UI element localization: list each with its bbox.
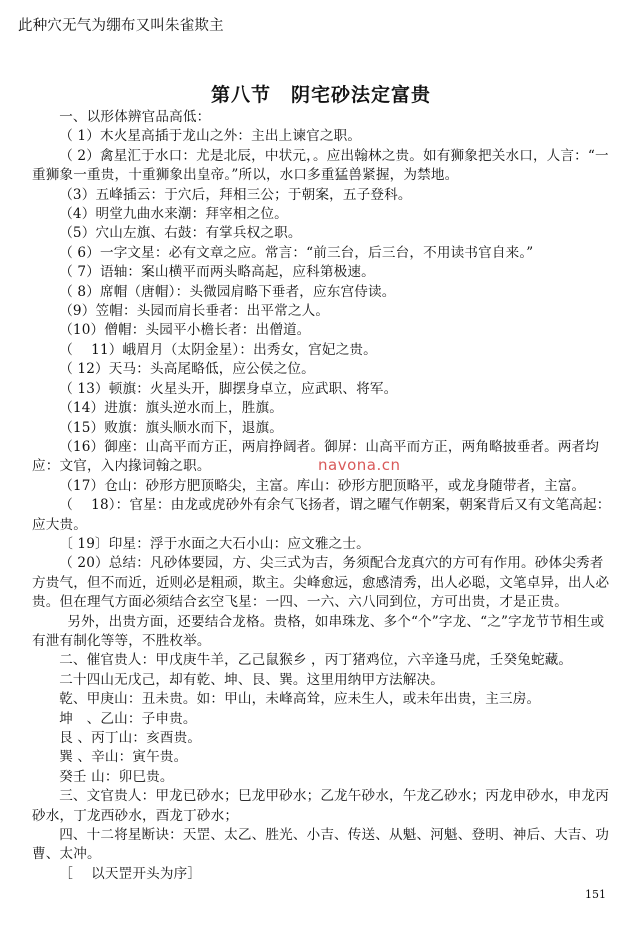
section-title: 第八节 阴宅砂法定富贵 <box>210 84 431 106</box>
paragraph: 艮 、丙丁山：亥酉贵。 <box>59 730 202 746</box>
paragraph: （14）进旗：旗头逆水而上，胜旗。 <box>59 400 283 417</box>
paragraph: （ 20）总结：凡砂体要园，方、尖三式为吉，务须配合龙真穴的方可有作用。砂体尖秀者方贵气，但不而近，近则必是粗顽，欺主。尖峰愈远，愈感清秀，出人必聪，文笔卓异，出人必贵。但在理气方面必须结合玄空飞星：一四、一六、六八同到位，方可出贵，才是正贵。 <box>32 555 610 611</box>
paragraph: 巽 、辛山：寅午贵。 <box>59 749 188 766</box>
paragraph: （ 7）语轴：案山横平而两头略高起，应科第极速。 <box>59 264 375 281</box>
watermark: navona.cn <box>318 456 401 474</box>
paragraph: 一、以形体辨官品高低： <box>59 109 211 125</box>
paragraph: 另外，出贵方面，还要结合龙格。贵格，如串珠龙、多个“个”字龙、“之”字龙节节相生或有泄有制化等等，不胜枚举。 <box>32 613 605 649</box>
paragraph: （4）明堂九曲水来潮：拜宰相之位。 <box>59 206 288 223</box>
paragraph: 坤 、乙山：子申贵。 <box>59 710 197 727</box>
page-number: 151 <box>585 888 606 901</box>
paragraph: 二、催官贵人：甲戊庚牛羊，乙己鼠猴乡 ，丙丁猪鸡位，六辛逢马虎，壬癸兔蛇藏。 <box>59 652 573 669</box>
paragraph: 三、文官贵人：甲龙已砂水；巳龙甲砂水；乙龙午砂水，午龙乙砂水；丙龙申砂水，申龙丙砂水，丁龙西砂水，酉龙丁砂水； <box>32 788 609 824</box>
paragraph: （5）穴山左旗、右鼓：有掌兵权之职。 <box>59 225 302 242</box>
paragraph: （10）僧帽：头园平小檐长者：出僧道。 <box>59 322 311 339</box>
paragraph: 乾、甲庚山：丑未贵。如：甲山，未峰高耸，应未生人，或未年出贵，主三房。 <box>59 691 541 708</box>
paragraph: 〔 19〕印星：浮于水面之大石小山：应文雅之士。 <box>59 535 370 552</box>
paragraph: 癸壬 山：卯巳贵。 <box>59 768 174 785</box>
paragraph: （ 2）禽星汇于水口：尤是北辰，中状元，。应出翰林之贵。如有狮象把关水口，人言：“一重狮象一重贵，十重狮象出皇帝。”所以，水口多重猛兽紧握，为禁地。 <box>32 147 609 184</box>
paragraph: （15）败旗：旗头顺水而下，退旗。 <box>59 419 283 436</box>
body-text <box>32 108 614 884</box>
paragraph: （ 13）顿旗：火星头开，脚摆身卓立，应武职、将军。 <box>59 380 398 397</box>
paragraph: （9）笠帽：头园而肩长垂者：出平常之人。 <box>59 303 330 320</box>
paragraph: ［ 以天罡开头为序］ <box>59 865 202 882</box>
paragraph: （16）御座：山高平而方正，两肩挣阔者。御屏：山高平而方正，两角略披垂者。两者均应：文官，入内掾词翰之职。 <box>32 438 600 475</box>
running-header: 此种穴无气为绷布又叫朱雀欺主 <box>18 18 224 34</box>
paragraph: （3）五峰插云：于穴后，拜相三公；于朝案，五子登科。 <box>59 186 412 203</box>
paragraph: （ 1）木火星高插于龙山之外：主出上谏官之职。 <box>59 128 362 145</box>
paragraph: （ 8）席帽（唐帽）：头微园肩略下垂者，应东宫侍读。 <box>59 283 396 300</box>
paragraph: （ 18）：官星：由龙或虎砂外有余气飞扬者，谓之曜气作朝案，朝案背后又有文笔高起：应大贵。 <box>32 497 611 533</box>
paragraph: 二十四山无戊己，却有乾、坤、艮、巽。这里用纳甲方法解决。 <box>59 671 445 688</box>
paragraph: （17）仓山：砂形方肥顶略尖，主富。库山：砂形方肥顶略平，或龙身随带者，主富。 <box>59 477 586 494</box>
paragraph: （ 11）峨眉月（太阴金星）：出秀女，宫妃之贵。 <box>59 341 377 358</box>
paragraph: （ 6）一字文星：必有文章之应。常言：“前三台，后三台，不用读书官自来。” <box>59 244 534 261</box>
paragraph: 四、十二将星断诀：天罡、太乙、胜光、小吉、传送、从魁、河魁、登明、神后、大吉、功曹、太冲。 <box>32 827 609 863</box>
paragraph: （ 12）天马：头高尾略低，应公侯之位。 <box>59 361 315 378</box>
